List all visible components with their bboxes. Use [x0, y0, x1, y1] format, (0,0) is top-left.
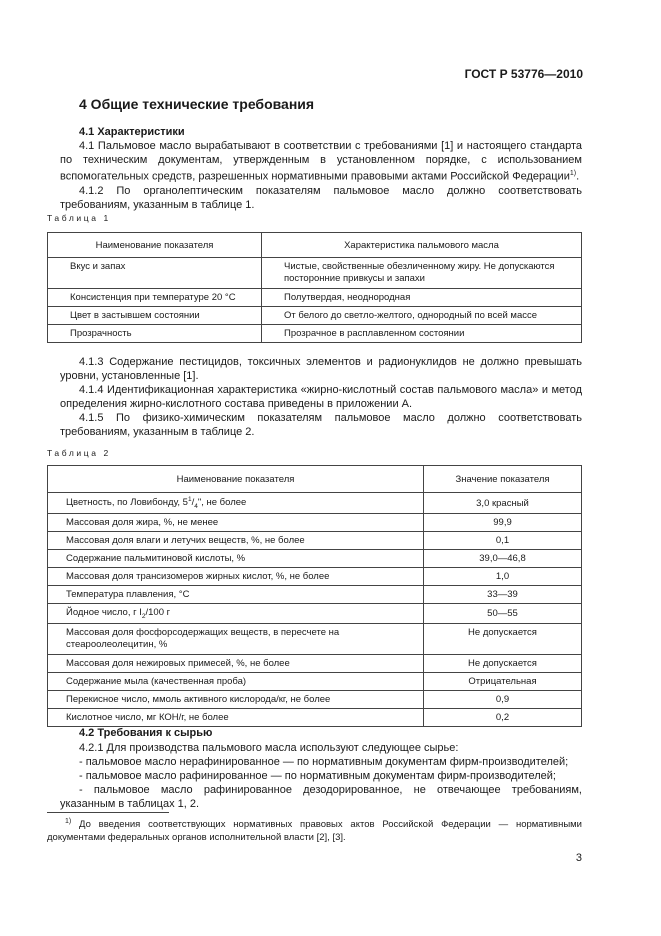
footnote-divider — [47, 812, 169, 813]
table-cell: Массовая доля влаги и летучих веществ, %, не более — [48, 532, 424, 550]
table-cell: Не допускается — [424, 654, 582, 672]
table-cell: Полутвердая, неоднородная — [262, 289, 582, 307]
table-cell: Отрицательная — [424, 672, 582, 690]
table-2 — [47, 465, 582, 727]
table-row — [48, 708, 582, 726]
table2-header-value: Значение показателя — [424, 466, 582, 493]
paragraph-4-1-end: . — [576, 170, 580, 183]
list-item: - пальмовое масло нерафинированное — по нормативным документам фирм-производителей; — [79, 756, 569, 768]
table-cell: Перекисное число, ммоль активного кислорода/кг, не более — [48, 690, 424, 708]
table-cell: Чистые, свойственные обезличенному жиру. Не допускаются посторонние привкусы и запахи — [262, 258, 582, 289]
table2-header-name: Наименование показателя — [48, 466, 424, 493]
paragraph-4-1-4: 4.1.4 Идентификационная характеристика «жирно-кислотный состав пальмового масла» и метод определения жирно-кислотного состава приведены в приложении А. — [60, 384, 582, 410]
raw-materials-list — [60, 741, 582, 811]
table2-caption: Таблица 2 — [47, 448, 111, 458]
table-cell: 0,2 — [424, 708, 582, 726]
table-cell: Массовая доля трансизомеров жирных кислот, %, не более — [48, 568, 424, 586]
table-row — [48, 550, 582, 568]
table-row — [48, 654, 582, 672]
paragraph-4-1-2: 4.1.2 По органолептическим показателям пальмовое масло должно соответствовать требованиям, указанным в таблице 1. — [60, 184, 582, 211]
paragraph-4-1 — [60, 139, 582, 212]
table-cell: Йодное число, г $I_2/100$ г — [48, 604, 424, 624]
table-1 — [47, 232, 582, 343]
table-row — [48, 568, 582, 586]
table-row — [48, 604, 582, 624]
table-row — [48, 493, 582, 514]
table-cell: 50—55 — [424, 604, 582, 624]
table1-header-characteristic: Характеристика пальмового масла — [262, 233, 582, 258]
paragraph-4-1-text: 4.1 Пальмовое масло вырабатывают в соответствии с требованиями [1] и настоящего стандарта по техническим документам, утвержденным в установленном порядке, с использованием вспомогательных средств, разрешенных нормативными правовыми актами Российской Федерации — [60, 140, 582, 183]
table-row — [48, 289, 582, 307]
table-cell: Содержание мыла (качественная проба) — [48, 672, 424, 690]
table-row — [48, 325, 582, 343]
table-cell: 0,9 — [424, 690, 582, 708]
table-row — [48, 586, 582, 604]
list-item: - пальмовое масло рафинированное дезодорированное, не отвечающее требованиям, указанным в таблицах 1, 2. — [60, 784, 582, 810]
table-cell: 33—39 — [424, 586, 582, 604]
table-cell: Содержание пальмитиновой кислоты, % — [48, 550, 424, 568]
table-cell: Цветность, по Ловибонду, $5^1/_4$", не более — [48, 493, 424, 514]
table-row — [48, 672, 582, 690]
table-cell: Вкус и запах — [48, 258, 262, 289]
paragraph-4-1-5: 4.1.5 По физико-химическим показателям пальмовое масло должно соответствовать требованиям, указанным в таблице 2. — [60, 412, 582, 438]
table1-header-name: Наименование показателя — [48, 233, 262, 258]
paragraph-4-2-1: 4.2.1 Для производства пальмового масла используют следующее сырье: — [79, 742, 459, 754]
document-code: ГОСТ Р 53776—2010 — [464, 67, 583, 81]
table-row — [48, 307, 582, 325]
subsection-heading-4-1: 4.1 Характеристики — [79, 126, 185, 138]
table-cell: 0,1 — [424, 532, 582, 550]
table1-caption: Таблица 1 — [47, 213, 111, 223]
table-cell: Массовая доля фосфорсодержащих веществ, в пересчете на стеароолеолецитин, % — [48, 623, 424, 654]
page-number: 3 — [575, 852, 582, 864]
subsection-heading-4-2: 4.2 Требования к сырью — [79, 727, 213, 739]
table-row — [48, 532, 582, 550]
table-header-row — [48, 233, 582, 258]
footnote-ref: 1) — [569, 170, 577, 177]
table-cell: 39,0—46,8 — [424, 550, 582, 568]
section-title: 4 Общие технические требования — [79, 96, 315, 112]
table-header-row — [48, 466, 582, 493]
table-cell: Не допускается — [424, 623, 582, 654]
table-row — [48, 690, 582, 708]
table-cell: Массовая доля жира, %, не менее — [48, 514, 424, 532]
table-row — [48, 258, 582, 289]
table-row — [48, 623, 582, 654]
table-cell: Кислотное число, мг КОН/г, не более — [48, 708, 424, 726]
table-cell: Консистенция при температуре 20 °С — [48, 289, 262, 307]
table-cell: 99,9 — [424, 514, 582, 532]
table-cell: 1,0 — [424, 568, 582, 586]
table-row — [48, 514, 582, 532]
paragraph-4-1-3: 4.1.3 Содержание пестицидов, токсичных элементов и радионуклидов не должно превышать уровни, установленные [1]. — [60, 356, 582, 382]
table-cell: Цвет в застывшем состоянии — [48, 307, 262, 325]
table-cell: Прозрачное в расплавленном состоянии — [262, 325, 582, 343]
footnote — [47, 815, 582, 844]
footnote-text: До введения соответствующих нормативных правовых актов Российской Федерации — нормативными документами федеральных органов исполнительной власти [2], [3]. — [47, 819, 582, 844]
table-cell: Массовая доля нежировых примесей, %, не более — [48, 654, 424, 672]
footnote-mark: 1) — [65, 818, 72, 825]
table-cell: Температура плавления, °С — [48, 586, 424, 604]
list-item: - пальмовое масло рафинированное — по нормативным документам фирм-производителей; — [79, 770, 556, 782]
table-cell: 3,0 красный — [424, 493, 582, 514]
table-cell: Прозрачность — [48, 325, 262, 343]
paragraphs-4-1-3-to-4-1-5 — [60, 355, 582, 439]
table-cell: От белого до светло-желтого, однородный по всей массе — [262, 307, 582, 325]
